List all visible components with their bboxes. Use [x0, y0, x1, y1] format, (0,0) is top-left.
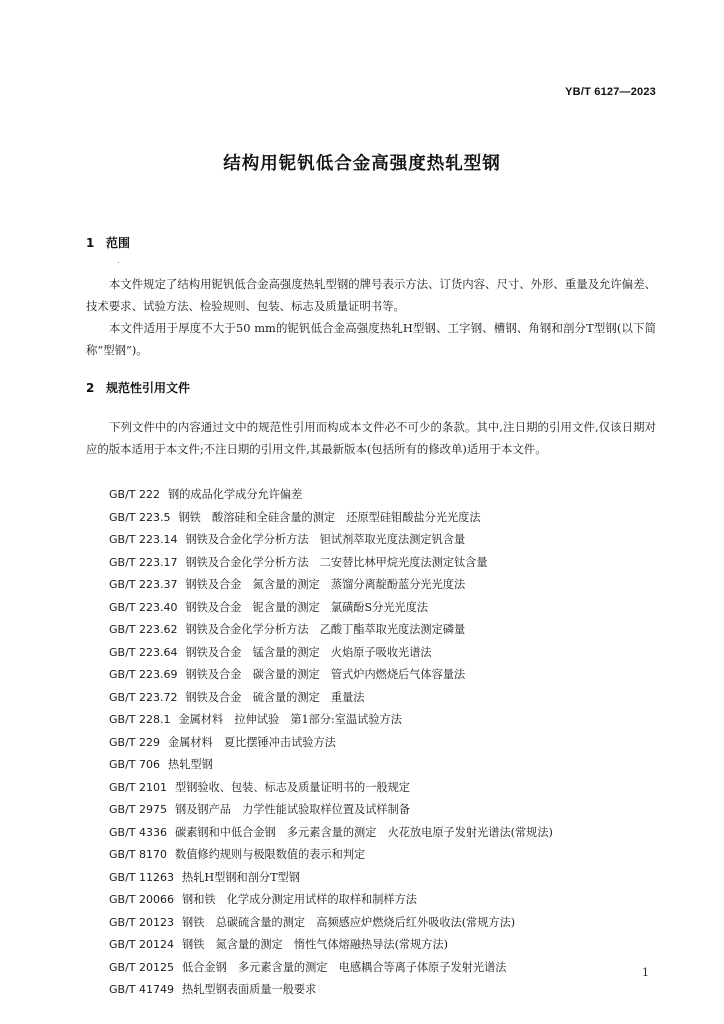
reference-item	[109, 619, 553, 642]
reference-item	[109, 484, 553, 507]
reference-item	[109, 552, 553, 575]
standard-code: YB/T 6127—2023	[565, 86, 656, 98]
reference-title: 型钢验收、包装、标志及质量证明书的一般规定	[175, 780, 410, 794]
section-2-number: 2	[86, 381, 95, 395]
reference-title: 钢铁及合金 锰含量的测定 火焰原子吸收光谱法	[185, 645, 432, 659]
reference-item	[109, 889, 553, 912]
reference-item	[109, 574, 553, 597]
reference-list	[109, 484, 553, 1002]
reference-item	[109, 979, 553, 1002]
reference-item	[109, 709, 553, 732]
reference-code: GB/T 223.17	[109, 555, 178, 569]
reference-title: 热轧型钢	[168, 758, 213, 771]
reference-code: GB/T 222	[109, 488, 160, 501]
reference-title: 钢的成品化学成分允许偏差	[168, 488, 303, 501]
reference-code: GB/T 20125	[109, 960, 174, 974]
reference-item	[109, 799, 553, 822]
reference-title: 钢和铁 化学成分测定用试样的取样和制样方法	[182, 893, 417, 906]
reference-title: 热轧型钢表面质量一般要求	[182, 983, 317, 996]
reference-title: 钢铁 氮含量的测定 惰性气体熔融热导法(常规方法)	[182, 938, 449, 951]
reference-code: GB/T 223.14	[109, 533, 178, 546]
section-1-paragraph-1: 本文件规定了结构用铌钒低合金高强度热轧型钢的牌号表示方法、订货内容、尺寸、外形、重量及允许偏差、技术要求、试验方法、检验规则、包装、标志及质量证明书等。	[86, 277, 656, 313]
reference-code: GB/T 20123	[109, 915, 174, 929]
reference-title: 碳素钢和中低合金钢 多元素含量的测定 火花放电原子发射光谱法(常规法)	[175, 825, 553, 839]
scan-speck	[118, 262, 119, 263]
reference-code: GB/T 223.37	[109, 578, 178, 591]
reference-title: 钢铁 总碳硫含量的测定 高频感应炉燃烧后红外吸收法(常规方法)	[182, 915, 516, 929]
document-title: 结构用铌钒低合金高强度热轧型钢	[223, 154, 501, 174]
reference-item	[109, 934, 553, 957]
reference-code: GB/T 223.72	[109, 690, 178, 704]
reference-code: GB/T 8170	[109, 848, 167, 861]
reference-code: GB/T 2101	[109, 780, 167, 794]
reference-title: 钢铁 酸溶硅和全硅含量的测定 还原型硅钼酸盐分光光度法	[178, 510, 481, 524]
reference-code: GB/T 229	[109, 735, 160, 749]
reference-code: GB/T 4336	[109, 825, 167, 839]
reference-code: GB/T 11263	[109, 870, 174, 884]
reference-item	[109, 529, 553, 552]
reference-code: GB/T 20066	[109, 893, 174, 906]
reference-code: GB/T 706	[109, 758, 160, 771]
section-1-number: 1	[86, 236, 95, 250]
reference-title: 钢铁及合金化学分析方法 钽试剂萃取光度法测定钒含量	[185, 533, 466, 546]
reference-title: 钢铁及合金 硫含量的测定 重量法	[185, 690, 365, 704]
reference-code: GB/T 228.1	[109, 713, 171, 726]
section-1-title: 范围	[106, 236, 131, 250]
reference-item	[109, 777, 553, 800]
reference-title: 金属材料 拉伸试验 第1部分:室温试验方法	[178, 713, 402, 726]
section-2-intro: 下列文件中的内容通过文中的规范性引用而构成本文件必不可少的条款。其中,注日期的引用文件,仅该日期对应的版本适用于本文件;不注日期的引用文件,其最新版本(包括所有的修改单)适用于本文件。	[86, 420, 656, 456]
reference-title: 钢铁及合金化学分析方法 二安替比林甲烷光度法测定钛含量	[185, 555, 488, 569]
reference-item	[109, 507, 553, 530]
reference-item	[109, 642, 553, 665]
reference-item	[109, 822, 553, 845]
reference-code: GB/T 2975	[109, 803, 167, 816]
reference-item	[109, 754, 553, 777]
reference-title: 数值修约规则与极限数值的表示和判定	[175, 848, 366, 861]
reference-code: GB/T 223.40	[109, 600, 178, 614]
reference-code: GB/T 20124	[109, 938, 174, 951]
reference-code: GB/T 223.5	[109, 510, 171, 524]
reference-title: 热轧H型钢和剖分T型钢	[182, 870, 300, 884]
reference-item	[109, 732, 553, 755]
reference-item	[109, 844, 553, 867]
page-number: 1	[642, 966, 649, 979]
section-2-heading	[86, 379, 190, 396]
reference-code: GB/T 223.64	[109, 645, 178, 659]
reference-title: 钢铁及合金 铌含量的测定 氯磺酚S分光光度法	[185, 600, 429, 614]
reference-item	[109, 912, 553, 935]
reference-title: 钢铁及合金化学分析方法 乙酸丁酯萃取光度法测定磷量	[185, 623, 466, 636]
reference-title: 金属材料 夏比摆锤冲击试验方法	[168, 735, 336, 749]
reference-title: 钢铁及合金 碳含量的测定 管式炉内燃烧后气体容量法	[185, 668, 466, 681]
reference-title: 钢及钢产品 力学性能试验取样位置及试样制备	[175, 803, 410, 816]
reference-code: GB/T 223.69	[109, 668, 178, 681]
reference-item	[109, 957, 553, 980]
section-2-title: 规范性引用文件	[106, 381, 191, 395]
reference-code: GB/T 41749	[109, 983, 174, 996]
reference-item	[109, 867, 553, 890]
reference-code: GB/T 223.62	[109, 623, 178, 636]
reference-title: 钢铁及合金 氮含量的测定 蒸馏分离靛酚蓝分光光度法	[185, 578, 466, 591]
reference-item	[109, 687, 553, 710]
section-1-heading	[86, 234, 130, 251]
reference-title: 低合金钢 多元素含量的测定 电感耦合等离子体原子发射光谱法	[182, 960, 507, 974]
section-1-paragraph-2: 本文件适用于厚度不大于50 mm的铌钒低合金高强度热轧H型钢、工字钢、槽钢、角钢和剖分T型钢(以下简称“型钢”)。	[86, 321, 656, 357]
reference-item	[109, 597, 553, 620]
reference-item	[109, 664, 553, 687]
